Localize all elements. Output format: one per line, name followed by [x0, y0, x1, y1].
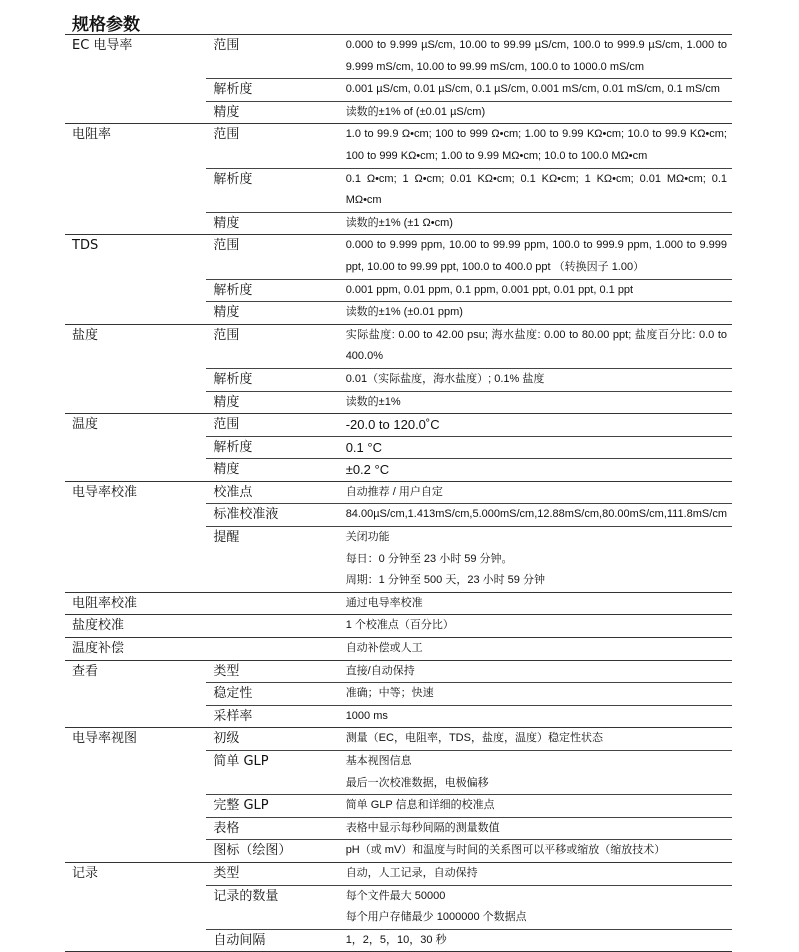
spec-category: 温度: [65, 414, 206, 482]
spec-category: 查看: [65, 660, 206, 728]
spec-value: [339, 527, 732, 593]
spec-value-line: 关闭功能: [345, 531, 390, 544]
spec-row: [65, 660, 732, 683]
spec-value-line: 1 个校准点（百分比）: [345, 619, 454, 632]
spec-value: [339, 615, 732, 638]
spec-value: [339, 414, 732, 437]
spec-value-line: 读数的±1% of (±0.01 µS/cm): [345, 105, 486, 118]
spec-row: [65, 592, 732, 615]
spec-value: [339, 324, 732, 368]
spec-parameter: 范围: [213, 38, 240, 53]
spec-value-line: 1，2，5，10，30 秒: [345, 933, 447, 946]
spec-value-line: 84.00µS/cm,1.413mS/cm,5.000mS/cm,12.88mS/cm,80.00mS/cm,111.8mS/cm: [345, 508, 727, 521]
spec-parameter: 自动间隔: [206, 929, 338, 952]
spec-row: [65, 728, 732, 751]
spec-table: [65, 34, 732, 952]
spec-row: [65, 235, 732, 279]
spec-category: 电阻率: [65, 124, 206, 235]
spec-parameter: 解析度: [206, 368, 338, 391]
spec-value-line: 1000 ms: [345, 709, 388, 722]
spec-parameter: 提醒: [206, 527, 338, 593]
spec-value: [339, 459, 732, 482]
spec-category: EC 电导率: [72, 38, 133, 53]
spec-value-line: 基本视图信息: [345, 755, 412, 767]
spec-value-line: 自动补偿或人工: [345, 642, 423, 655]
spec-value: [339, 728, 732, 751]
spec-parameter: 校准点: [206, 481, 338, 504]
spec-value-line: 读数的±1% (±1 Ω•cm): [345, 216, 453, 229]
spec-category: 温度补偿: [65, 638, 206, 661]
spec-value-line: 表格中显示每秒间隔的测量数值: [345, 821, 500, 834]
spec-parameter: 解析度: [206, 168, 338, 212]
spec-row: [65, 124, 732, 168]
spec-value-line: 0.001 µS/cm, 0.01 µS/cm, 0.1 µS/cm, 0.001 mS/cm, 0.01 mS/cm, 0.1 mS/cm: [345, 83, 720, 96]
spec-value-line: 读数的±1%: [345, 395, 401, 408]
spec-value-line: 准确；中等；快速: [345, 687, 434, 700]
spec-parameter: 精度: [206, 391, 338, 414]
spec-value-line: 每个用户存储最少 1000000 个数据点: [345, 911, 527, 924]
spec-category: 盐度校准: [65, 615, 206, 638]
spec-value-line: 测量（EC，电阻率，TDS，盐度，温度）稳定性状态: [345, 732, 603, 745]
spec-value: [339, 101, 732, 124]
spec-parameter: 类型: [206, 862, 338, 885]
spec-parameter: [206, 638, 338, 661]
spec-value: [339, 638, 732, 661]
spec-parameter: 范围: [206, 235, 338, 279]
spec-value: [339, 212, 732, 235]
spec-parameter: 采样率: [206, 705, 338, 728]
spec-value: [339, 391, 732, 414]
spec-value: [339, 705, 732, 728]
spec-value-line: pH（或 mV）和温度与时间的关系图可以平移或缩放（缩放技术）: [345, 844, 666, 857]
spec-value-line: 周期：1 分钟至 500 天，23 小时 59 分钟: [345, 574, 545, 587]
spec-value: [339, 481, 732, 504]
spec-row: [65, 414, 732, 437]
spec-value-line: 0.01（实际盐度，海水盐度）; 0.1% 盐度: [345, 372, 545, 385]
spec-parameter: 解析度: [206, 79, 338, 102]
spec-value: [339, 862, 732, 885]
spec-row: [65, 324, 732, 368]
spec-value-line: 0.000 to 9.999 ppm, 10.00 to 99.99 ppm, 100.0 to 999.9 ppm, 1.000 to 9.999 ppt, 10.00 to 99.99 ppt, 100.0 to 400.0 ppt （转换因子 1.00）: [345, 239, 727, 273]
page-title: 规格参数: [72, 15, 140, 35]
spec-value-line: -20.0 to 120.0˚C: [345, 417, 440, 433]
spec-value: [339, 79, 732, 102]
spec-value-line: 简单 GLP 信息和详细的校准点: [345, 799, 495, 812]
spec-parameter: 精度: [206, 459, 338, 482]
spec-row: [65, 862, 732, 885]
spec-category: 盐度: [65, 324, 206, 413]
spec-value: [339, 683, 732, 706]
spec-value: [339, 504, 732, 527]
spec-value: [339, 235, 732, 279]
spec-value: [339, 436, 732, 459]
spec-parameter: 记录的数量: [206, 885, 338, 929]
spec-parameter: 精度: [206, 302, 338, 325]
spec-value: [339, 35, 732, 79]
spec-value: [339, 279, 732, 302]
spec-value: [339, 302, 732, 325]
spec-row: [65, 481, 732, 504]
spec-parameter: 类型: [206, 660, 338, 683]
spec-value-line: 每个文件最大 50000: [345, 889, 446, 902]
spec-category: 电导率校准: [65, 481, 206, 592]
spec-value-line: 读数的±1% (±0.01 ppm): [345, 306, 463, 319]
spec-parameter: 范围: [206, 414, 338, 437]
spec-value: [339, 751, 732, 795]
spec-value: [339, 368, 732, 391]
spec-value-line: 1.0 to 99.9 Ω•cm; 100 to 999 Ω•cm; 1.00 to 9.99 KΩ•cm; 10.0 to 99.9 KΩ•cm; 100 to 999 KΩ•cm; 1.00 to 9.99 MΩ•cm; 10.0 to 100.0 MΩ•cm: [345, 128, 727, 162]
spec-value: [339, 795, 732, 818]
spec-value-line: 自动，人工记录，自动保持: [345, 866, 478, 879]
spec-value: [339, 592, 732, 615]
spec-category: 记录: [65, 862, 206, 951]
spec-parameter: 范围: [206, 324, 338, 368]
spec-value-line: 0.000 to 9.999 µS/cm, 10.00 to 99.99 µS/cm, 100.0 to 999.9 µS/cm, 1.000 to 9.999 mS/cm, 10.00 to 99.99 mS/cm, 100.0 to 1000.0 mS/cm: [345, 39, 727, 73]
spec-value: [339, 124, 732, 168]
spec-value: [339, 885, 732, 929]
spec-value-line: 直接/自动保持: [345, 664, 415, 677]
spec-value-line: ±0.2 °C: [345, 462, 390, 478]
spec-category: 电导率视图: [65, 728, 206, 863]
spec-parameter: [206, 615, 338, 638]
spec-value-line: 0.1 Ω•cm; 1 Ω•cm; 0.01 KΩ•cm; 0.1 KΩ•cm; 1 KΩ•cm; 0.01 MΩ•cm; 0.1 MΩ•cm: [345, 172, 727, 207]
spec-parameter: 简单 GLP: [206, 751, 338, 795]
spec-row: [65, 615, 732, 638]
spec-parameter: 解析度: [206, 436, 338, 459]
spec-parameter: 完整 GLP: [206, 795, 338, 818]
spec-value-line: 0.001 ppm, 0.01 ppm, 0.1 ppm, 0.001 ppt, 0.01 ppt, 0.1 ppt: [345, 283, 634, 296]
spec-row: [65, 35, 732, 79]
spec-parameter: 精度: [206, 212, 338, 235]
spec-value-line: 通过电导率校准: [345, 596, 423, 609]
spec-category: TDS: [65, 235, 206, 324]
spec-parameter: 解析度: [206, 279, 338, 302]
spec-value: [339, 817, 732, 840]
spec-parameter: [206, 592, 338, 615]
spec-parameter: 表格: [206, 817, 338, 840]
spec-value: [339, 929, 732, 952]
spec-parameter: 标准校准液: [206, 504, 338, 527]
spec-value-line: 自动推荐 / 用户自定: [345, 485, 443, 498]
spec-parameter: 图标（绘图）: [206, 840, 338, 863]
spec-parameter: 范围: [206, 124, 338, 168]
spec-value: [339, 840, 732, 863]
spec-value-line: 实际盐度: 0.00 to 42.00 psu; 海水盐度: 0.00 to 80.00 ppt; 盐度百分比: 0.0 to 400.0%: [345, 328, 727, 363]
spec-parameter: 精度: [206, 101, 338, 124]
spec-parameter: 初级: [206, 728, 338, 751]
spec-value: [339, 660, 732, 683]
spec-value-line: 0.1 °C: [345, 439, 382, 455]
spec-value-line: 最后一次校准数据，电极偏移: [345, 776, 489, 789]
spec-parameter: 稳定性: [206, 683, 338, 706]
spec-value: [339, 168, 732, 212]
spec-row: [65, 638, 732, 661]
spec-category: 电阻率校准: [65, 592, 206, 615]
spec-value-line: 每日：0 分钟至 23 小时 59 分钟。: [345, 552, 513, 565]
